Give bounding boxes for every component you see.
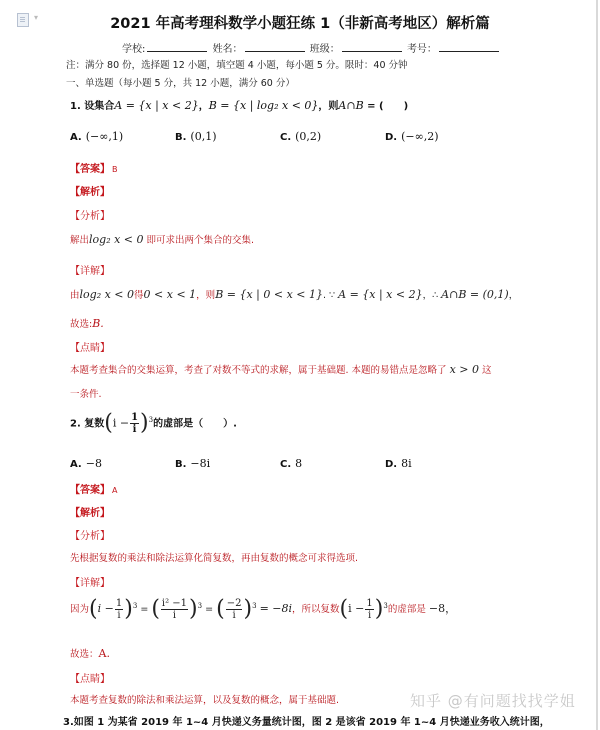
exam-number-label: 考号： bbox=[406, 44, 437, 55]
separator: ， bbox=[198, 101, 209, 112]
question-2-choice: 故选：A. bbox=[70, 647, 110, 660]
section-heading: 一、单选题（每小题 5 分，共 12 小题，满分 60 分） bbox=[66, 78, 295, 89]
class-blank bbox=[342, 41, 402, 52]
question-2-comment-text: 本题考查复数的除法和乘法运算，以及复数的概念，属于基础题. bbox=[70, 695, 340, 706]
question-1-answer bbox=[70, 160, 118, 175]
answer-tag: 【答案】 bbox=[70, 164, 110, 175]
question-1-fenxi-text: 解出log₂ x < 0 即可求出两个集合的交集. bbox=[70, 233, 255, 246]
question-1-option-a: A. (−∞,1) bbox=[70, 130, 124, 143]
question-1-fenxi-tag: 【分析】 bbox=[70, 211, 110, 222]
question-number: 2. bbox=[70, 418, 81, 430]
dropdown-caret-icon[interactable]: ▾ bbox=[34, 13, 39, 22]
question-1-option-c: C. (0,2) bbox=[280, 130, 322, 143]
set-a-expr: A = {x | x < 2} bbox=[114, 99, 199, 112]
stem-tail: 的虚部是（ ）. bbox=[153, 418, 237, 430]
question-2-comment-tag: 【点睛】 bbox=[70, 674, 110, 685]
name-blank bbox=[245, 41, 305, 52]
question-1-detail-text: 由log₂ x < 0得0 < x < 1，则B = {x | 0 < x < 1}. ∵ A = {x | x < 2}，∴ A∩B = (0,1)， bbox=[70, 288, 519, 301]
question-2-detail-text: 因为(i − $\frac{1}{i}$ )$^3$ = ( $\frac{\text{i² −1}}{i}$ )$^3$ = ( $\frac{-2}{i}$ )$^3$ = −8i，所以复数(i − $\frac{1}{i}$ )$^3$的虚部是 −8， bbox=[70, 596, 457, 622]
stem-text: 如图 1 为某省 2019 年 1~4 月快递义务量统计图，图 2 是该省 2019 年 1~4 月快递业务收入统计图， bbox=[73, 717, 550, 728]
question-3-stem bbox=[63, 713, 550, 728]
stem-tail: = ( ) bbox=[363, 101, 409, 112]
question-2-option-a: A. −8 bbox=[70, 457, 102, 470]
question-1-stem bbox=[70, 97, 408, 112]
question-1-comment-tag: 【点睛】 bbox=[70, 343, 110, 354]
intersection-expr: A∩B bbox=[338, 99, 364, 112]
question-2-analysis-tag: 【解析】 bbox=[70, 508, 110, 519]
question-2-fenxi-tag: 【分析】 bbox=[70, 531, 110, 542]
question-2-option-b: B. −8i bbox=[175, 457, 211, 470]
question-number: 3. bbox=[63, 717, 74, 728]
name-label: 姓名： bbox=[212, 44, 243, 55]
stem-text: ，则 bbox=[318, 101, 339, 112]
question-1-comment-line2: 一条件. bbox=[70, 389, 102, 400]
answer-value: A bbox=[112, 486, 118, 495]
question-1-detail-tag: 【详解】 bbox=[70, 266, 110, 277]
question-1-comment-text: 本题考查集合的交集运算，考查了对数不等式的求解，属于基础题. 本题的易错点是忽略了 x > 0 这 bbox=[70, 363, 492, 376]
document-title: 2021 年高考理科数学小题狂练 1（非新高考地区）解析篇 bbox=[110, 16, 490, 32]
question-2-answer bbox=[70, 481, 117, 496]
question-1-option-d: D. (−∞,2) bbox=[385, 130, 439, 143]
question-2-stem: 2. 复数(i − $\frac{1}{i}$ )$^3$的虚部是（ ）. bbox=[70, 410, 237, 436]
school-label: 学校: bbox=[122, 44, 146, 55]
question-2-option-d: D. 8i bbox=[385, 457, 412, 470]
question-number: 1. bbox=[70, 101, 81, 112]
stem-text: 设集合 bbox=[84, 101, 115, 112]
page-right-border bbox=[596, 0, 598, 730]
set-b-expr: B = {x | log₂ x < 0} bbox=[208, 99, 319, 112]
stem-text: 复数 bbox=[84, 418, 105, 430]
question-2-detail-tag: 【详解】 bbox=[70, 578, 110, 589]
question-1-option-b: B. (0,1) bbox=[175, 130, 217, 143]
zhihu-watermark: 知乎 @有问题找找学姐 bbox=[410, 692, 576, 710]
question-1-choice: 故选:B. bbox=[70, 317, 104, 330]
exam-note: 注：满分 80 份，选择题 12 小题，填空题 4 小题，每小题 5 分。限时：40 分钟 bbox=[66, 60, 408, 71]
exam-number-blank bbox=[439, 41, 499, 52]
class-label: 班级： bbox=[309, 44, 340, 55]
answer-value: B bbox=[112, 165, 118, 174]
answer-tag: 【答案】 bbox=[70, 485, 110, 496]
school-blank bbox=[147, 41, 207, 52]
question-1-analysis-tag: 【解析】 bbox=[70, 187, 110, 198]
question-2-fenxi-text: 先根据复数的乘法和除法运算化简复数，再由复数的概念可求得选项. bbox=[70, 553, 359, 564]
student-info-line bbox=[122, 40, 501, 55]
question-2-option-c: C. 8 bbox=[280, 457, 303, 470]
